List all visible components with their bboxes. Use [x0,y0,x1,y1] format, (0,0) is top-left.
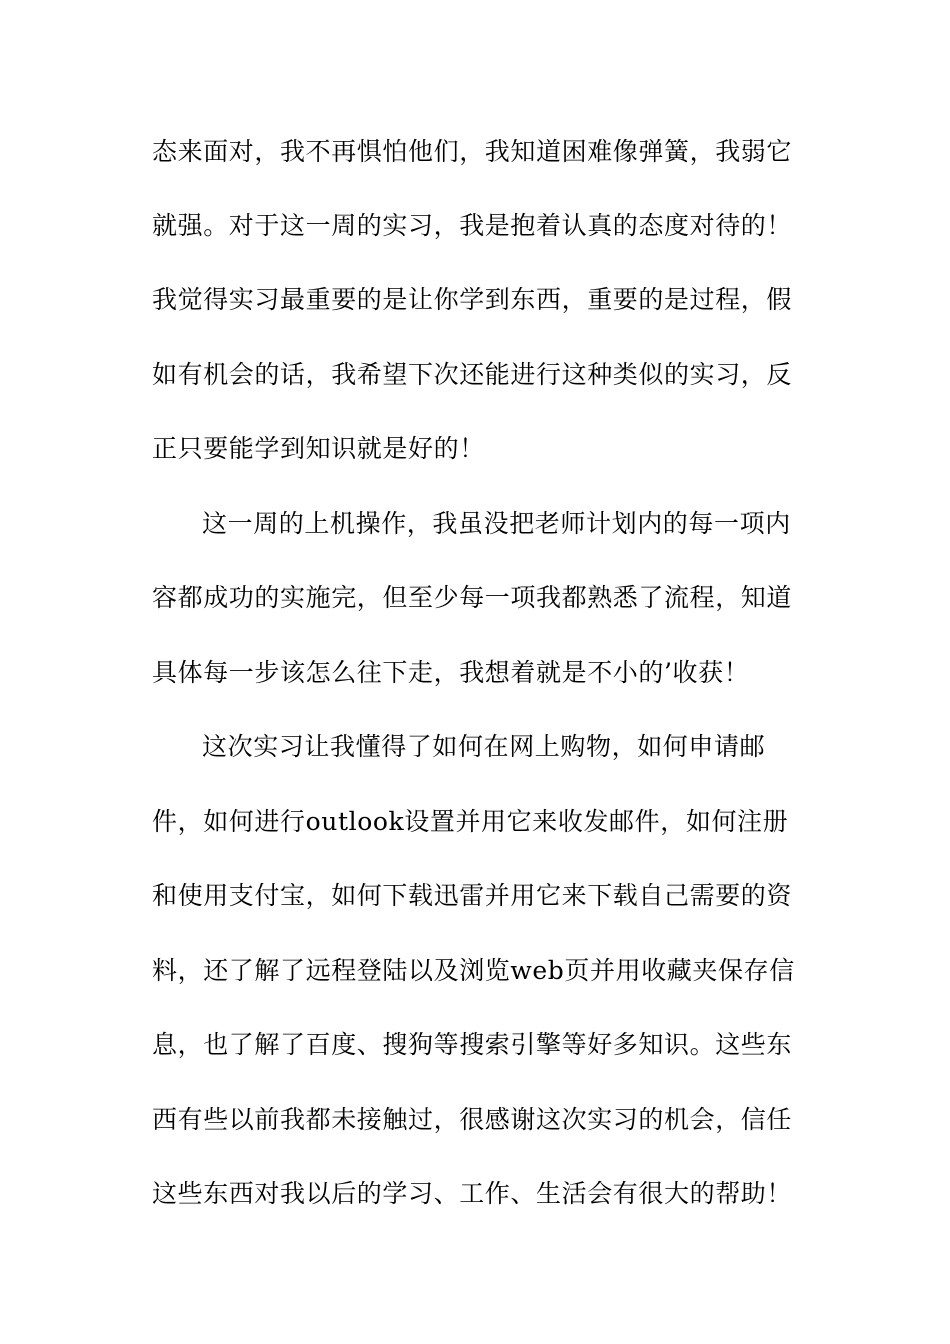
paragraph-first-line: 这一周的上机操作，我虽没把老师计划内的每一项内 [202,509,791,538]
text-line: 如有机会的话，我希望下次还能进行这种类似的实习，反 [152,360,793,389]
text-line: 就强。对于这一周的实习，我是抱着认真的态度对待的！ [152,211,793,240]
text-line: 料，还了解了远程登陆以及浏览web页并用收藏夹保存信 [152,956,795,985]
text-line: 我觉得实习最重要的是让你学到东西，重要的是过程，假 [152,285,793,314]
text-line: 件，如何进行outlook设置并用它来收发邮件，如何注册 [152,807,789,836]
text-line: 西有些以前我都未接触过，很感谢这次实习的机会，信任 [152,1105,793,1134]
text-line: 正只要能学到知识就是好的！ [152,434,485,463]
text-line: 这些东西对我以后的学习、工作、生活会有很大的帮助！ [152,1179,793,1208]
text-line: 具体每一步该怎么往下走，我想着就是不小的’收获！ [152,658,750,687]
text-line: 和使用支付宝，如何下载迅雷并用它来下载自己需要的资 [152,881,793,910]
text-line: 态来面对，我不再惧怕他们，我知道困难像弹簧，我弱它 [152,137,793,166]
text-line: 息，也了解了百度、搜狗等搜索引擎等好多知识。这些东 [152,1030,793,1059]
paragraph-first-line: 这次实习让我懂得了如何在网上购物，如何申请邮 [202,732,766,761]
text-line: 容都成功的实施完，但至少每一项我都熟悉了流程，知道 [152,583,793,612]
